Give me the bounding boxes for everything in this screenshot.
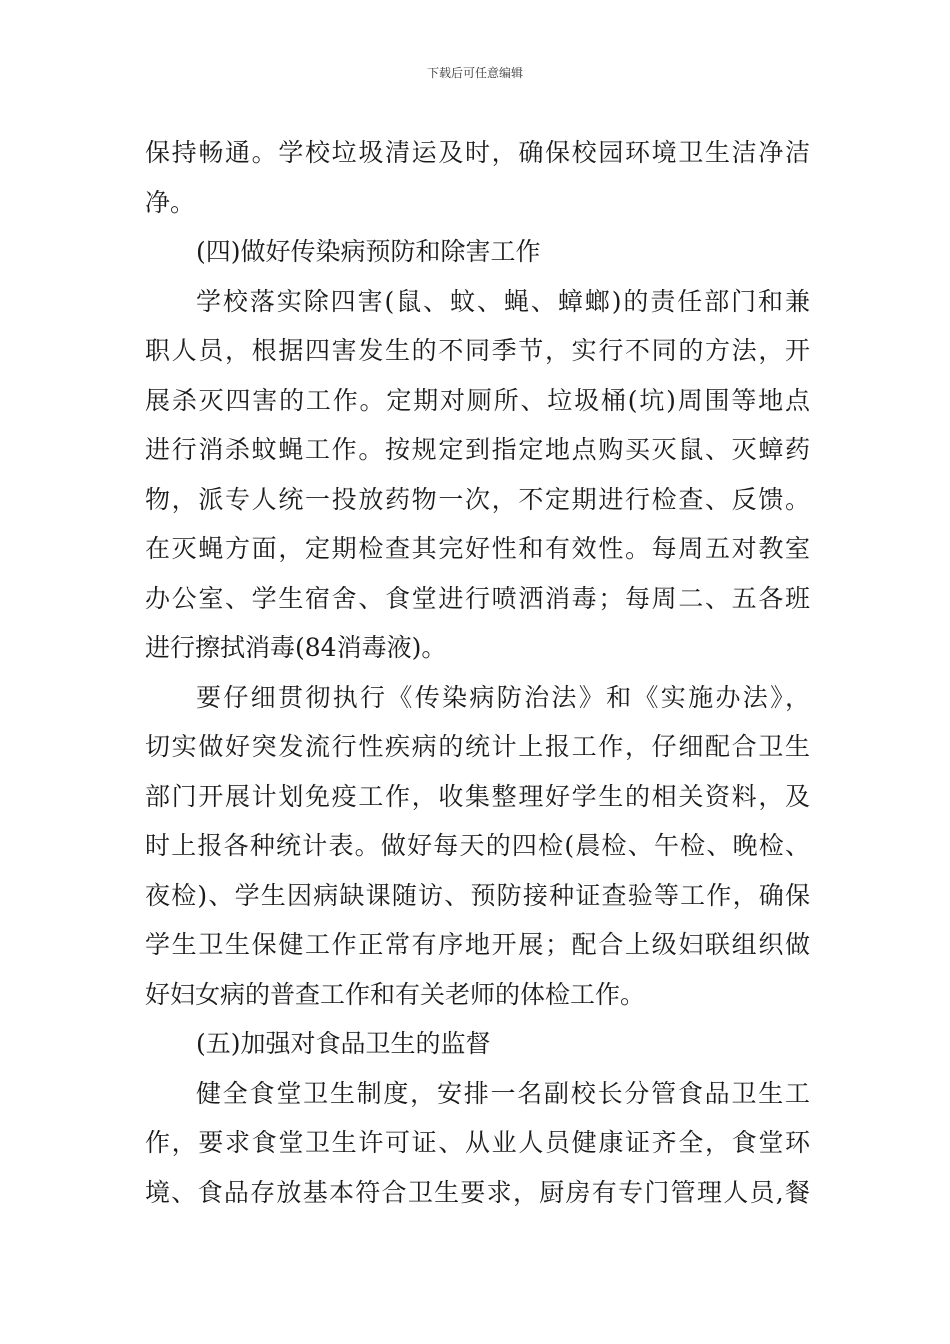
- text-line: 物，派专人统一投放药物一次，不定期进行检查、反馈。: [145, 484, 810, 514]
- text-line: 展杀灭四害的工作。定期对厕所、垃圾桶(坑)周围等地点: [145, 385, 810, 415]
- text-line: 切实做好突发流行性疾病的统计上报工作，仔细配合卫生: [145, 732, 810, 761]
- text-line: 夜检)、学生因病缺课随访、预防接种证查验等工作，确保: [145, 880, 810, 910]
- section-heading: (四)做好传染病预防和除害工作: [196, 237, 541, 266]
- text-line: 进行消杀蚊蝇工作。按规定到指定地点购买灭鼠、灭蟑药: [145, 435, 810, 464]
- section-heading: (五)加强对食品卫生的监督: [196, 1029, 491, 1058]
- paragraph-first-line: 要仔细贯彻执行《传染病防治法》和《实施办法》，: [196, 682, 810, 712]
- page-header: 下载后可任意编辑: [426, 66, 523, 80]
- document-body: [145, 128, 810, 1217]
- text-line: 好妇女病的普查工作和有关老师的体检工作。: [145, 979, 646, 1009]
- text-line: 部门开展计划免疫工作，收集整理好学生的相关资料，及: [145, 781, 810, 811]
- paragraph-first-line: 学校落实除四害(鼠、蚊、蝇、蟑螂)的责任部门和兼: [196, 286, 810, 316]
- text-line: 学生卫生保健工作正常有序地开展；配合上级妇联组织做: [145, 930, 810, 959]
- text-line: 在灭蝇方面，定期检查其完好性和有效性。每周五对教室: [145, 534, 810, 563]
- text-line: 办公室、学生宿舍、食堂进行喷洒消毒；每周二、五各班: [145, 583, 810, 613]
- text-line: 境、食品存放基本符合卫生要求，厨房有专门管理人员,餐: [145, 1177, 810, 1207]
- text-line: 进行擦拭消毒(84消毒液)。: [145, 633, 447, 662]
- text-line: 作，要求食堂卫生许可证、从业人员健康证齐全，食堂环: [145, 1128, 810, 1157]
- text-line: 净。: [145, 187, 196, 217]
- text-line: 保持畅通。学校垃圾清运及时，确保校园环境卫生洁净洁: [145, 138, 810, 167]
- paragraph-first-line: 健全食堂卫生制度，安排一名副校长分管食品卫生工: [196, 1078, 810, 1108]
- text-line: 时上报各种统计表。做好每天的四检(晨检、午检、晚检、: [145, 831, 810, 860]
- text-line: 职人员，根据四害发生的不同季节，实行不同的方法，开: [145, 336, 810, 365]
